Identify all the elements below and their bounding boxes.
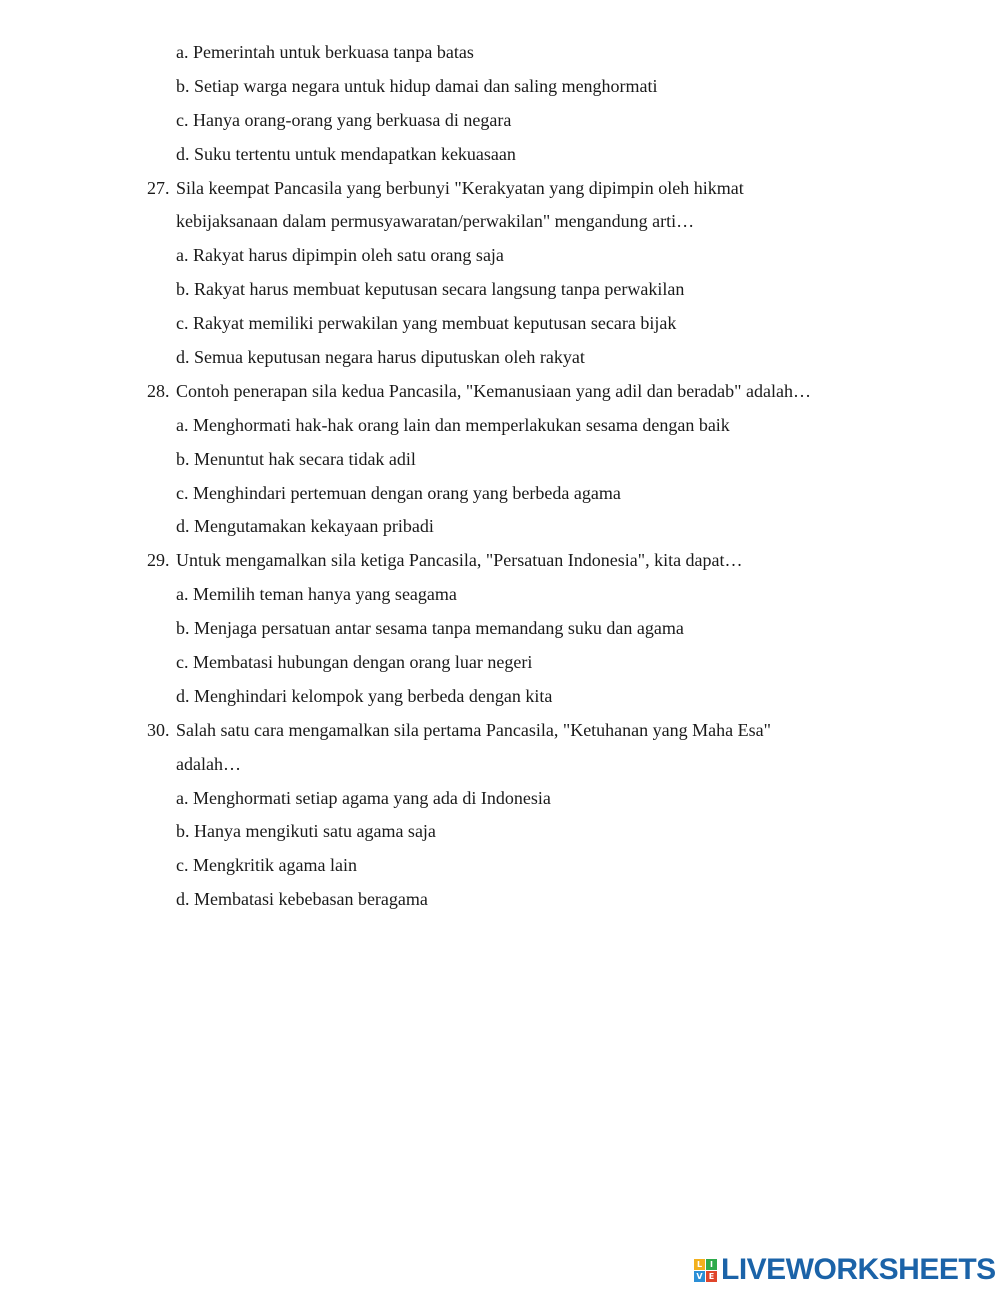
question-29 (0, 543, 1000, 577)
brand-name: LIVEWORKSHEETS (721, 1253, 996, 1286)
question-text: Contoh penerapan sila kedua Pancasila, "Kemanusiaan yang adil dan beradab" adalah… (176, 380, 811, 401)
option-line: a. Menghormati setiap agama yang ada di Indonesia (176, 787, 551, 808)
option-line: c. Membatasi hubungan dengan orang luar negeri (176, 652, 533, 673)
option-line: a. Memilih teman hanya yang seagama (176, 584, 457, 605)
option-line: b. Menjaga persatuan antar sesama tanpa memandang suku dan agama (176, 618, 684, 639)
option-line: b. Hanya mengikuti satu agama saja (176, 821, 436, 842)
option-line: d. Suku tertentu untuk mendapatkan kekuasaan (176, 143, 516, 164)
question-number: 28. (147, 380, 170, 401)
option-line: c. Hanya orang-orang yang berkuasa di negara (176, 109, 512, 130)
question-text-continued: adalah… (176, 753, 241, 774)
option-line: c. Rakyat memiliki perwakilan yang membuat keputusan secara bijak (176, 313, 677, 334)
liveworksheets-logo[interactable] (694, 1253, 996, 1287)
option-line: c. Mengkritik agama lain (176, 855, 357, 876)
question-27 (0, 171, 1000, 205)
option-line: d. Mengutamakan kekayaan pribadi (176, 516, 434, 537)
question-text: Untuk mengamalkan sila ketiga Pancasila, "Persatuan Indonesia", kita dapat… (176, 550, 743, 571)
option-line: a. Menghormati hak-hak orang lain dan memperlakukan sesama dengan baik (176, 414, 730, 435)
question-text: Sila keempat Pancasila yang berbunyi "Kerakyatan yang dipimpin oleh hikmat (176, 177, 744, 198)
question-28 (0, 374, 1000, 408)
option-line: b. Menuntut hak secara tidak adil (176, 448, 416, 469)
option-line: d. Menghindari kelompok yang berbeda dengan kita (176, 685, 553, 706)
question-number: 27. (147, 177, 170, 198)
question-text-continued: kebijaksanaan dalam permusyawaratan/perwakilan" mengandung arti… (176, 211, 695, 232)
option-line: d. Semua keputusan negara harus diputuskan oleh rakyat (176, 347, 585, 368)
option-line: a. Rakyat harus dipimpin oleh satu orang saja (176, 245, 504, 266)
badge-letter: I (706, 1259, 717, 1270)
option-line: a. Pemerintah untuk berkuasa tanpa batas (176, 42, 474, 62)
question-text: Salah satu cara mengamalkan sila pertama Pancasila, "Ketuhanan yang Maha Esa" (176, 719, 771, 740)
question-number: 30. (147, 719, 170, 740)
badge-letter: V (694, 1271, 705, 1282)
logo-badge-icon (694, 1259, 717, 1282)
badge-letter: E (706, 1271, 717, 1282)
option-line: b. Rakyat harus membuat keputusan secara langsung tanpa perwakilan (176, 279, 685, 300)
question-number: 29. (147, 550, 170, 571)
option-line: b. Setiap warga negara untuk hidup damai dan saling menghormati (176, 75, 658, 96)
question-30 (0, 713, 1000, 747)
worksheet-content (0, 35, 1000, 916)
option-line: c. Menghindari pertemuan dengan orang yang berbeda agama (176, 482, 621, 503)
badge-letter: L (694, 1259, 705, 1270)
option-line: d. Membatasi kebebasan beragama (176, 889, 428, 910)
